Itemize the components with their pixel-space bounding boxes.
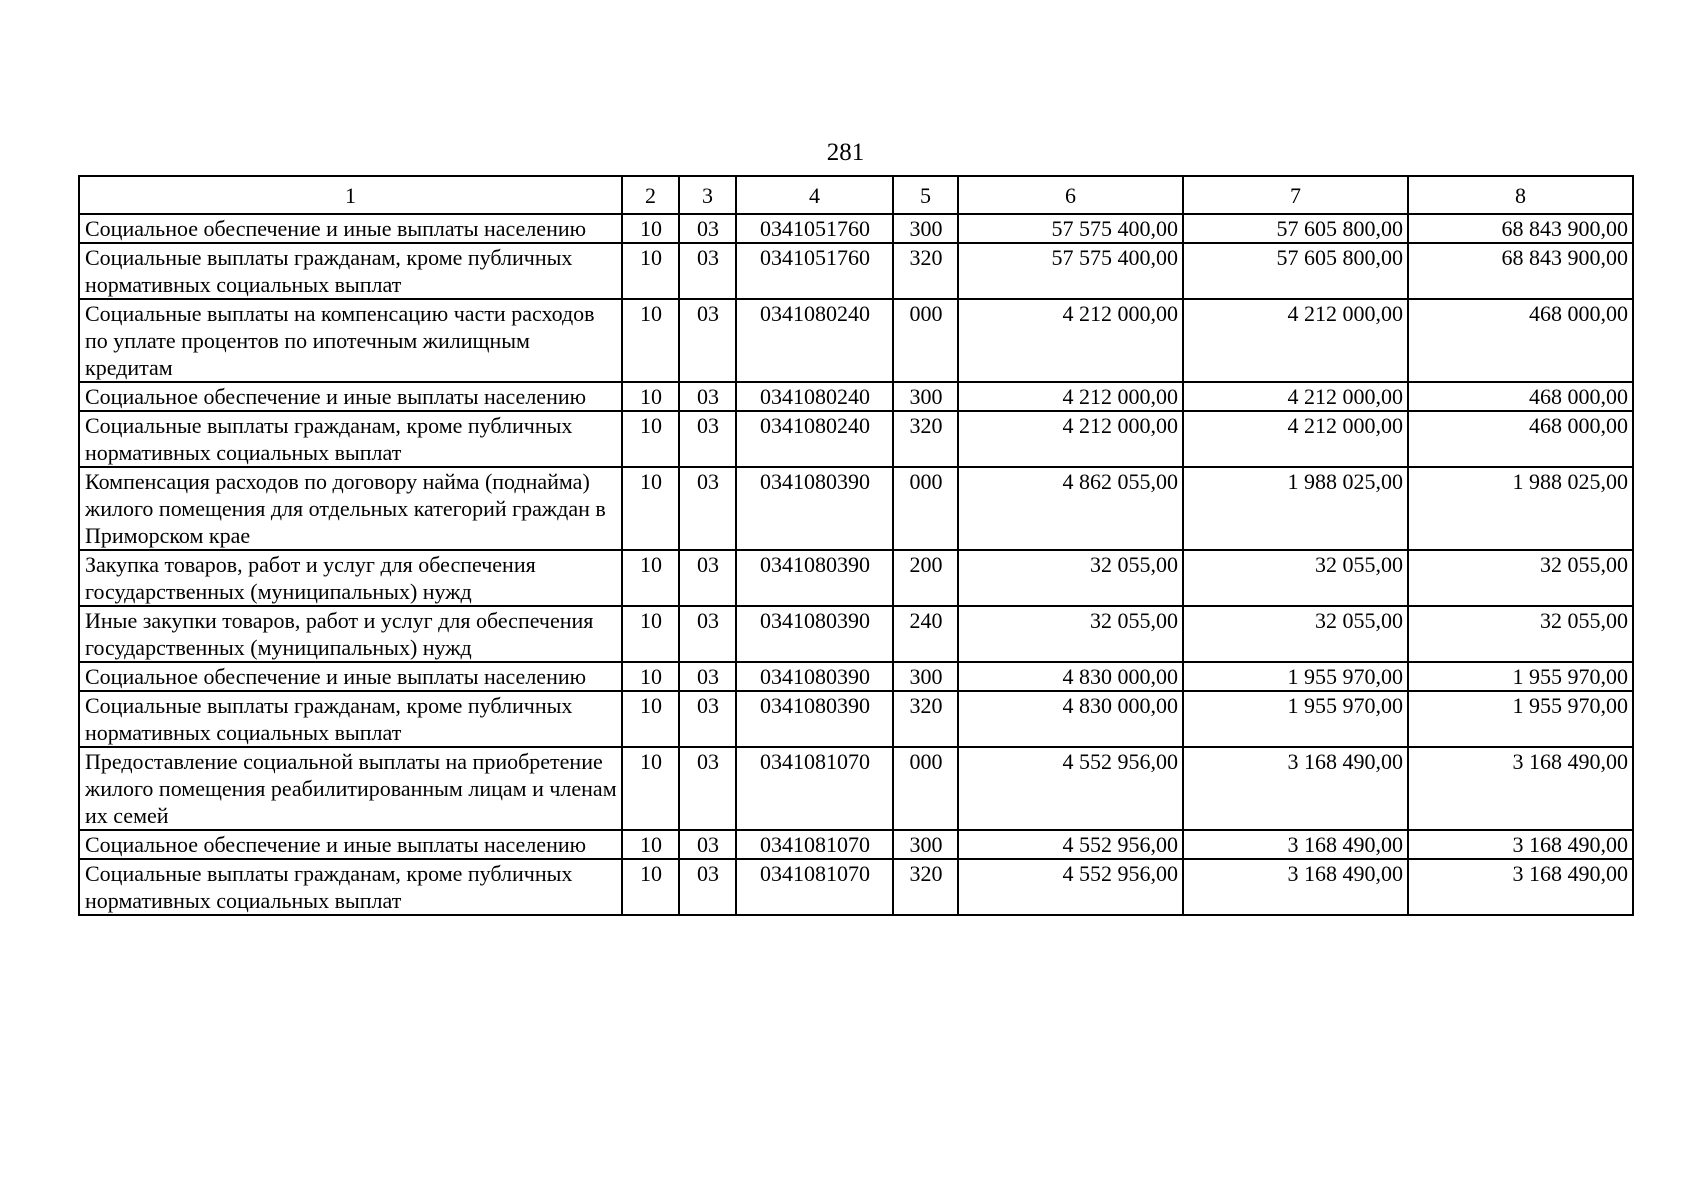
column-header-7: 7 <box>1183 176 1408 214</box>
row-expense-type: 320 <box>893 859 958 915</box>
row-amount-6: 32 055,00 <box>958 550 1183 606</box>
row-target-code: 0341080390 <box>736 467 893 550</box>
row-amount-8: 3 168 490,00 <box>1408 747 1633 830</box>
column-header-8: 8 <box>1408 176 1633 214</box>
row-target-code: 0341080390 <box>736 691 893 747</box>
row-target-code: 0341080390 <box>736 550 893 606</box>
row-target-code: 0341080240 <box>736 382 893 411</box>
row-subsection: 03 <box>679 606 736 662</box>
table-row <box>79 606 1633 662</box>
column-header-3: 3 <box>679 176 736 214</box>
row-amount-7: 3 168 490,00 <box>1183 830 1408 859</box>
table-row <box>79 662 1633 691</box>
row-target-code: 0341080390 <box>736 662 893 691</box>
table-row <box>79 830 1633 859</box>
row-expense-type: 000 <box>893 747 958 830</box>
row-amount-8: 468 000,00 <box>1408 382 1633 411</box>
row-subsection: 03 <box>679 747 736 830</box>
row-amount-6: 4 830 000,00 <box>958 662 1183 691</box>
row-section: 10 <box>622 747 679 830</box>
table-row <box>79 859 1633 915</box>
row-amount-6: 32 055,00 <box>958 606 1183 662</box>
row-amount-6: 4 212 000,00 <box>958 382 1183 411</box>
row-target-code: 0341081070 <box>736 830 893 859</box>
row-amount-6: 4 212 000,00 <box>958 299 1183 382</box>
table-row <box>79 467 1633 550</box>
row-subsection: 03 <box>679 243 736 299</box>
row-amount-7: 3 168 490,00 <box>1183 859 1408 915</box>
row-amount-8: 468 000,00 <box>1408 299 1633 382</box>
row-name: Социальные выплаты гражданам, кроме публичных нормативных социальных выплат <box>79 691 622 747</box>
row-section: 10 <box>622 214 679 243</box>
row-name: Социальное обеспечение и иные выплаты населению <box>79 662 622 691</box>
row-section: 10 <box>622 243 679 299</box>
column-header-2: 2 <box>622 176 679 214</box>
row-subsection: 03 <box>679 691 736 747</box>
row-amount-7: 4 212 000,00 <box>1183 382 1408 411</box>
row-amount-8: 468 000,00 <box>1408 411 1633 467</box>
table-row <box>79 691 1633 747</box>
row-amount-8: 32 055,00 <box>1408 606 1633 662</box>
row-amount-7: 4 212 000,00 <box>1183 411 1408 467</box>
column-header-5: 5 <box>893 176 958 214</box>
row-amount-8: 68 843 900,00 <box>1408 243 1633 299</box>
row-subsection: 03 <box>679 550 736 606</box>
row-subsection: 03 <box>679 411 736 467</box>
row-amount-7: 3 168 490,00 <box>1183 747 1408 830</box>
row-expense-type: 300 <box>893 382 958 411</box>
row-name: Социальные выплаты гражданам, кроме публичных нормативных социальных выплат <box>79 859 622 915</box>
row-name: Социальные выплаты на компенсацию части расходов по уплате процентов по ипотечным жилищным кредитам <box>79 299 622 382</box>
row-subsection: 03 <box>679 467 736 550</box>
table-row <box>79 411 1633 467</box>
row-amount-7: 57 605 800,00 <box>1183 243 1408 299</box>
row-subsection: 03 <box>679 859 736 915</box>
row-subsection: 03 <box>679 662 736 691</box>
row-section: 10 <box>622 550 679 606</box>
row-target-code: 0341081070 <box>736 859 893 915</box>
row-amount-6: 4 552 956,00 <box>958 830 1183 859</box>
row-expense-type: 320 <box>893 411 958 467</box>
row-subsection: 03 <box>679 214 736 243</box>
row-amount-8: 32 055,00 <box>1408 550 1633 606</box>
row-target-code: 0341081070 <box>736 747 893 830</box>
row-name: Закупка товаров, работ и услуг для обеспечения государственных (муниципальных) нужд <box>79 550 622 606</box>
row-expense-type: 200 <box>893 550 958 606</box>
row-amount-8: 3 168 490,00 <box>1408 830 1633 859</box>
row-amount-7: 1 955 970,00 <box>1183 691 1408 747</box>
row-amount-6: 57 575 400,00 <box>958 243 1183 299</box>
row-name: Социальное обеспечение и иные выплаты населению <box>79 830 622 859</box>
row-section: 10 <box>622 859 679 915</box>
row-amount-7: 32 055,00 <box>1183 550 1408 606</box>
column-header-6: 6 <box>958 176 1183 214</box>
row-amount-7: 57 605 800,00 <box>1183 214 1408 243</box>
row-amount-8: 1 955 970,00 <box>1408 691 1633 747</box>
row-expense-type: 000 <box>893 467 958 550</box>
row-amount-7: 1 955 970,00 <box>1183 662 1408 691</box>
row-section: 10 <box>622 662 679 691</box>
row-amount-8: 1 955 970,00 <box>1408 662 1633 691</box>
row-section: 10 <box>622 411 679 467</box>
row-name: Социальное обеспечение и иные выплаты населению <box>79 214 622 243</box>
row-target-code: 0341051760 <box>736 214 893 243</box>
row-target-code: 0341080240 <box>736 411 893 467</box>
row-section: 10 <box>622 467 679 550</box>
row-subsection: 03 <box>679 382 736 411</box>
row-expense-type: 320 <box>893 243 958 299</box>
column-header-1: 1 <box>79 176 622 214</box>
row-name: Иные закупки товаров, работ и услуг для обеспечения государственных (муниципальных) нужд <box>79 606 622 662</box>
row-section: 10 <box>622 382 679 411</box>
row-amount-6: 4 552 956,00 <box>958 747 1183 830</box>
table-row <box>79 382 1633 411</box>
row-amount-7: 4 212 000,00 <box>1183 299 1408 382</box>
row-amount-8: 68 843 900,00 <box>1408 214 1633 243</box>
row-name: Компенсация расходов по договору найма (поднайма) жилого помещения для отдельных категорий граждан в Приморском крае <box>79 467 622 550</box>
row-amount-6: 4 830 000,00 <box>958 691 1183 747</box>
table-row <box>79 243 1633 299</box>
column-header-4: 4 <box>736 176 893 214</box>
row-expense-type: 300 <box>893 830 958 859</box>
row-section: 10 <box>622 691 679 747</box>
row-name: Социальное обеспечение и иные выплаты населению <box>79 382 622 411</box>
budget-table <box>78 175 1634 916</box>
row-amount-7: 32 055,00 <box>1183 606 1408 662</box>
row-name: Социальные выплаты гражданам, кроме публичных нормативных социальных выплат <box>79 243 622 299</box>
row-section: 10 <box>622 606 679 662</box>
row-subsection: 03 <box>679 830 736 859</box>
row-name: Социальные выплаты гражданам, кроме публичных нормативных социальных выплат <box>79 411 622 467</box>
table-row <box>79 550 1633 606</box>
table-row <box>79 299 1633 382</box>
row-expense-type: 000 <box>893 299 958 382</box>
row-target-code: 0341080390 <box>736 606 893 662</box>
row-amount-7: 1 988 025,00 <box>1183 467 1408 550</box>
row-amount-6: 4 862 055,00 <box>958 467 1183 550</box>
row-amount-6: 4 552 956,00 <box>958 859 1183 915</box>
row-amount-6: 4 212 000,00 <box>958 411 1183 467</box>
table-row <box>79 214 1633 243</box>
header-row <box>79 176 1633 214</box>
row-expense-type: 240 <box>893 606 958 662</box>
page-number: 281 <box>826 139 865 166</box>
row-expense-type: 300 <box>893 214 958 243</box>
row-section: 10 <box>622 299 679 382</box>
row-expense-type: 320 <box>893 691 958 747</box>
row-amount-6: 57 575 400,00 <box>958 214 1183 243</box>
row-name: Предоставление социальной выплаты на приобретение жилого помещения реабилитированным лицам и членам их семей <box>79 747 622 830</box>
row-section: 10 <box>622 830 679 859</box>
row-target-code: 0341080240 <box>736 299 893 382</box>
row-amount-8: 1 988 025,00 <box>1408 467 1633 550</box>
table-row <box>79 747 1633 830</box>
row-amount-8: 3 168 490,00 <box>1408 859 1633 915</box>
row-subsection: 03 <box>679 299 736 382</box>
row-target-code: 0341051760 <box>736 243 893 299</box>
row-expense-type: 300 <box>893 662 958 691</box>
